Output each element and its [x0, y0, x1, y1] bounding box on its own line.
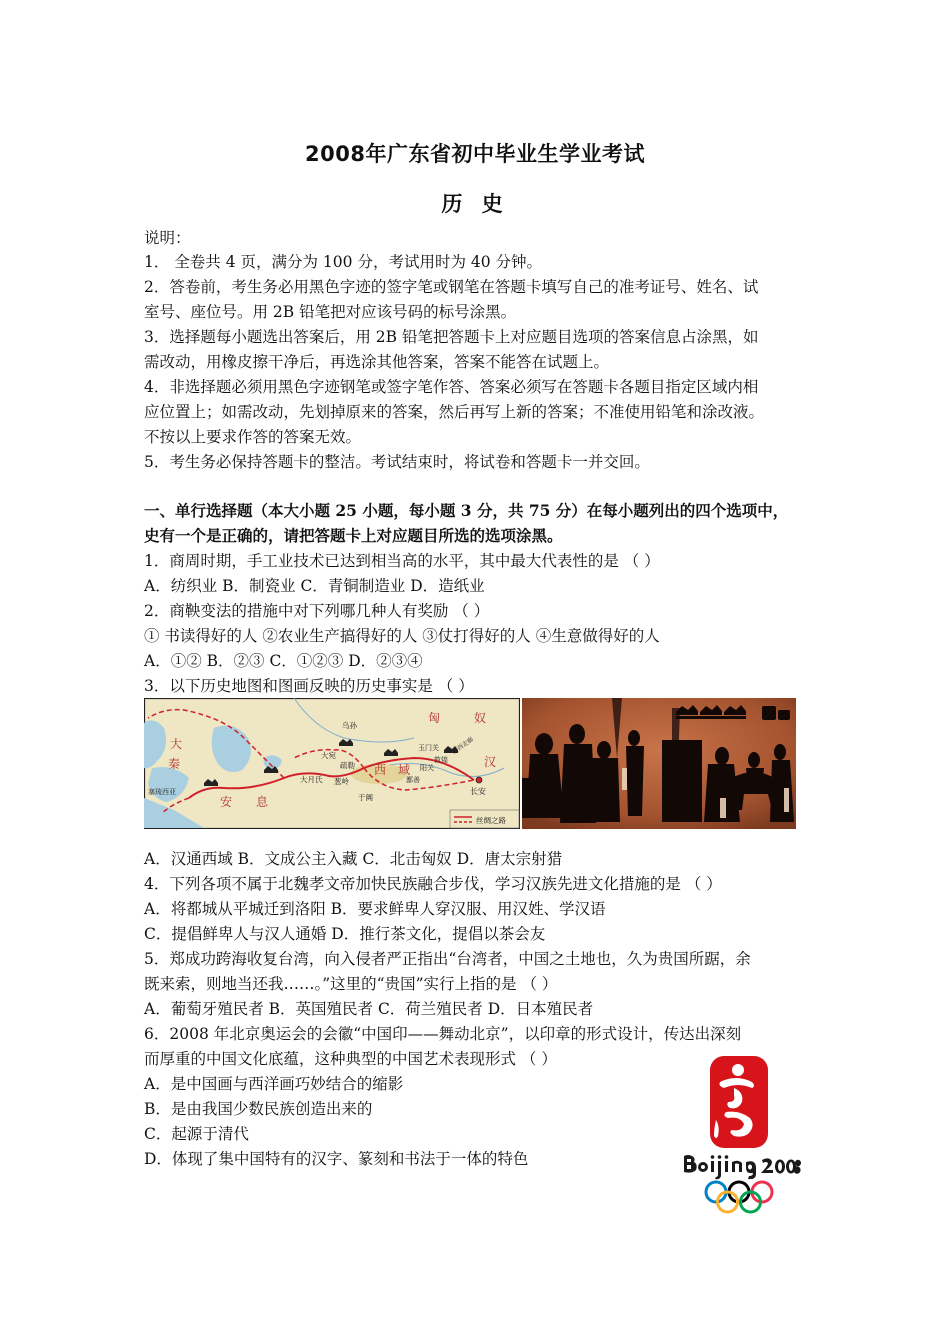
question-4-options-ab: A．将都城从平城迁到洛阳 B．要求鲜卑人穿汉服、用汉姓、学汉语 — [144, 900, 606, 918]
map-label-xiyu: 域 — [398, 763, 411, 777]
map-label-hexi: 河西走廊 — [451, 736, 475, 756]
map-label-daqin: 大 — [170, 737, 183, 751]
instruction-line: 需改动，用橡皮擦干净后，再选涂其他答案，答案不能答在试题上。 — [144, 353, 610, 371]
map-label-han: 汉 — [484, 755, 497, 769]
map-label-shule: 疏勒 — [340, 761, 355, 770]
map-label-seleucia: 塞琉西亚 — [148, 788, 176, 796]
instruction-line: 4．非选择题必须用黑色字迹钢笔或签字笔作答、答案必须写在答题卡各题目指定区域内相 — [144, 378, 759, 396]
question-6-stem: 而厚重的中国文化底蕴，这种典型的中国艺术表现形式 （ ） — [144, 1050, 557, 1068]
instruction-line: 3．选择题每小题选出答案后，用 2B 铅笔把答题卡上对应题目选项的答案信息占涂黑，如 — [144, 328, 759, 346]
beijing-2008-emblem — [676, 1052, 802, 1214]
question-3-stem: 3．以下历史地图和图画反映的历史事实是 （ ） — [144, 677, 474, 695]
map-label-anxi: 息 — [256, 795, 269, 809]
instruction-line: 不按以上要求作答的答案无效。 — [144, 428, 362, 446]
question-6-option-d: D．体现了集中国特有的汉字、篆刻和书法于一体的特色 — [144, 1150, 529, 1168]
map-label-daqin: 秦 — [168, 757, 181, 771]
question-1-options: A．纺织业 B．制瓷业 C．青铜制造业 D．造纸业 — [144, 577, 485, 595]
map-label-changan: 长安 — [470, 787, 486, 796]
map-label-dawan: 大宛 — [321, 751, 336, 760]
instructions-label: 说明： — [144, 229, 191, 247]
map-label-congling: 葱岭 — [334, 777, 349, 786]
map-label-xiongnu: 匈 — [428, 711, 441, 725]
question-1-stem: 1．商周时期，手工业技术已达到相当高的水平，其中最大代表性的是 （ ） — [144, 552, 660, 570]
question-6-option-c: C．起源于清代 — [144, 1125, 249, 1143]
mural-painting — [522, 698, 796, 829]
instruction-line: 室号、座位号。用 2B 铅笔把对应该号码的标号涂黑。 — [144, 303, 517, 321]
instruction-line: 1． 全卷共 4 页，满分为 100 分，考试用时为 40 分钟。 — [144, 253, 543, 271]
map-label-shanshan: 鄯善 — [406, 776, 420, 784]
question-3-options: A．汉通西域 B．文成公主入藏 C．北击匈奴 D．唐太宗射猎 — [144, 850, 563, 868]
map-label-dunhuang: 敦煌 — [434, 756, 448, 764]
instruction-line: 应位置上；如需改动，先划掉原来的答案，然后再写上新的答案；不准使用铅笔和涂改液。 — [144, 403, 765, 421]
question-5-stem: 既来索，则地当还我……。”这里的“贵国”实行上指的是 （ ） — [144, 975, 558, 993]
map-label-yuezhi: 大月氏 — [300, 775, 323, 784]
question-2-items: ① 书读得好的人 ②农业生产搞得好的人 ③仗打得好的人 ④生意做得好的人 — [144, 627, 660, 645]
map-label-anxi: 安 — [220, 795, 233, 809]
question-6-stem: 6．2008 年北京奥运会的会徽“中国印——舞动北京”，以印章的形式设计，传达出深刻 — [144, 1025, 742, 1043]
map-label-yangguan: 阳关 — [420, 764, 434, 772]
question-6-option-b: B．是由我国少数民族创造出来的 — [144, 1100, 373, 1118]
question-4-options-cd: C．提倡鲜卑人与汉人通婚 D．推行茶文化，提倡以茶会友 — [144, 925, 546, 943]
map-legend-label: 丝绸之路 — [476, 816, 506, 825]
question-6-option-a: A．是中国画与西洋画巧妙结合的缩影 — [144, 1075, 404, 1093]
question-2-stem: 2．商鞅变法的措施中对下列哪几种人有奖励 （ ） — [144, 602, 490, 620]
olympic-rings-icon — [706, 1182, 772, 1212]
instruction-line: 5．考生务必保持答题卡的整洁。考试结束时，将试卷和答题卡一并交回。 — [144, 453, 650, 471]
map-label-yumenguan: 玉门关 — [418, 744, 439, 752]
exam-title: 2008年广东省初中毕业生学业考试 — [305, 142, 645, 166]
silk-road-map — [144, 698, 520, 829]
subject-title: 历 史 — [441, 192, 509, 216]
section-heading: 史有一个是正确的，请把答题卡上对应题目所选的选项涂黑。 — [144, 526, 563, 545]
question-5-options: A．葡萄牙殖民者 B．英国殖民者 C．荷兰殖民者 D．日本殖民者 — [144, 1000, 594, 1018]
instruction-line: 2．答卷前，考生务必用黑色字迹的签字笔或钢笔在答题卡填写自己的准考证号、姓名、试 — [144, 278, 759, 296]
map-label-xiongnu: 奴 — [474, 711, 487, 725]
question-5-stem: 5．郑成功跨海收复台湾，向入侵者严正指出“台湾者，中国之土地也，久为贵国所踞，余 — [144, 950, 751, 968]
map-label-xiyu: 西 — [374, 763, 387, 777]
question-4-stem: 4．下列各项不属于北魏孝文帝加快民族融合步伐，学习汉族先进文化措施的是 （ ） — [144, 875, 722, 893]
section-heading: 一、单行选择题（本大小题 25 小题，每小题 3 分，共 75 分）在每小题列出的四个选项中， — [144, 501, 789, 520]
question-2-options: A．①② B．②③ C．①②③ D．②③④ — [144, 652, 423, 670]
map-label-wusun: 乌孙 — [342, 721, 357, 730]
map-label-yutian: 于阗 — [358, 793, 373, 802]
